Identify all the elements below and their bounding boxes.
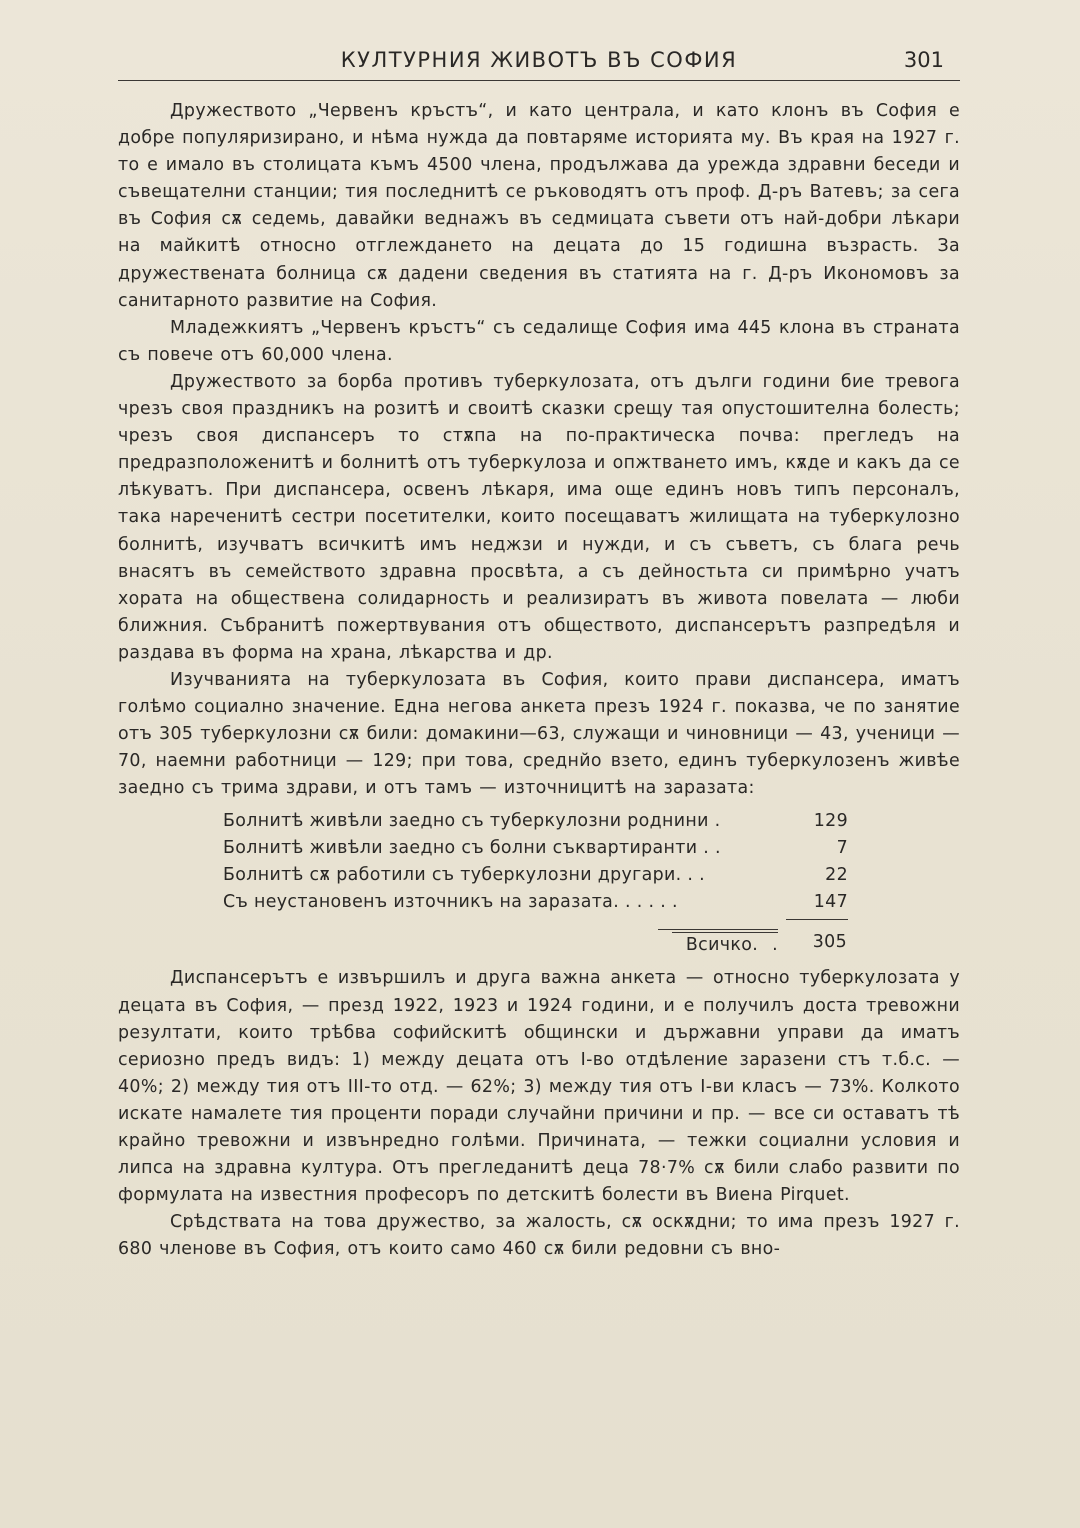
- total-label: Всичко.: [672, 932, 758, 955]
- article-body: [118, 98, 960, 1263]
- row-label: Болнитѣ сѫ работили съ туберкулозни другари.: [223, 865, 682, 886]
- row-value: 129: [813, 811, 848, 832]
- table-total-row: [223, 920, 848, 957]
- infection-sources-table: [223, 811, 848, 956]
- row-leader-dots: . . . . . .: [613, 892, 678, 913]
- row-value: 147: [813, 892, 848, 913]
- row-value: 7: [836, 838, 848, 859]
- table-row: [223, 892, 848, 920]
- paragraph-tuberculosis-society: Дружеството за борба противъ туберкулозата, отъ дълги години бие тревога чрезъ своя праздникъ на розитѣ и своитѣ сказки срещу тая опустошителна болесть; чрезъ своя диспансеръ то стѫпа на по-практическа почва: прегледъ на предразположенитѣ и болнитѣ отъ туберкулоза и опжтването имъ, кѫде и какъ да се лѣкуватъ. При диспансера, освенъ лѣкаря, има още единъ новъ типъ персоналъ, така нареченитѣ сестри посетителки, които посещаватъ жилищата на туберкулозно болнитѣ, изучватъ всичкитѣ имъ неджзи и нужди, и съ съветъ, съ блага речь внасятъ въ семейството здравна просвѣта, а съ дейностьта си примѣрно учатъ хората на общественa солидарность и реализиратъ въ живота повелата — люби ближния. Събранитѣ пожертвувания отъ обществото, диспансерътъ разпредѣля и раздава въ форма на храна, лѣкарства и др.: [118, 371, 960, 663]
- running-title: КУЛТУРНИЯ ЖИВОТЪ ВЪ СОФИЯ: [340, 48, 738, 72]
- row-value: 22: [825, 865, 848, 886]
- paragraph-red-cross: Дружеството „Червенъ кръстъ“, и като централа, и като клонъ въ София е добре популяризирано, и нѣма нужда да повтаряме историята му. Въ края на 1927 г. то е имало въ столицата къмъ 4500 члена, продължава да урежда здравни беседи и съвещателни станции; тия последнитѣ се ръководятъ отъ проф. Д-ръ Ватевъ; за сега въ София сѫ седемь, давайки веднажъ въ седмицата съвети отъ най-добри лѣкари на майкитѣ относно отглеждането на децата до 15 годишна възрасть. За дружествената болница сѫ дадени сведения въ статията на г. Д-ръ Икономовъ за санитарното развитие на София.: [118, 101, 960, 311]
- paragraph-funding: Срѣдствата на това дружество, за жалость, сѫ оскѫдни; то има презъ 1927 г. 680 членове въ София, отъ които само 460 сѫ били редовни съ вно-: [118, 1212, 960, 1260]
- total-leader-dots: .: [758, 932, 778, 955]
- paragraph-tuberculosis-survey: Изучванията на туберкулозата въ София, които прави диспансера, иматъ голѣмо социално значение. Една негова анкета презъ 1924 г. показва, че по занятие отъ 305 туберкулозни сѫ били: домакини—63, служащи и чиновници — 43, ученици — 70, наемни работници — 129; при това, срeднйо взето, единъ туберкулозенъ живѣе заедно съ трима здрави, и отъ тамъ — източницитѣ на заразата:: [118, 669, 960, 799]
- row-leader-dots: . .: [697, 838, 721, 859]
- paragraph-youth-red-cross: Младежкиятъ „Червенъ кръстъ“ съ седалище София има 445 клона въ страната съ повече отъ 60,000 члена.: [118, 317, 960, 365]
- total-value: 305: [786, 920, 848, 957]
- page-number: 301: [903, 48, 944, 72]
- row-label: Болнитѣ живѣли заедно съ туберкулозни роднини: [223, 811, 709, 832]
- table-row: [223, 865, 848, 892]
- row-leader-dots: . .: [681, 865, 706, 886]
- row-leader-dots: .: [708, 811, 721, 832]
- table-row: [223, 838, 848, 865]
- row-label: Болнитѣ живѣли заедно съ болни съквартиранти: [223, 838, 698, 859]
- row-label: Съ неустановенъ източникъ на заразата: [223, 892, 614, 913]
- page-header: [118, 44, 960, 81]
- paragraph-children-survey: Диспансерътъ е извършилъ и друга важна анкета — относно туберкулозата у децата въ София, — презд 1922, 1923 и 1924 години, и е получилъ доста тревожни резултати, които трѣбва софийскитѣ общински и държавни управи да иматъ сериозно предъ видъ: 1) между децата отъ I-во отдѣление заразени стъ т.б.с. — 40%; 2) между тия отъ III-то отд. — 62%; 3) между тия отъ I-ви класъ — 73%. Колкото искате намалете тия проценти поради случайни причини и пр. — все си оставатъ тѣ крайно тревожни и извънредно голѣми. Причината, — тежки социални условия и липса на здравна култура. Отъ прегледанитѣ деца 78·7% сѫ били слабо развити по формулата на известния професоръ по детскитѣ болести въ Виена Pirquet.: [118, 968, 960, 1206]
- table-row: [223, 811, 848, 838]
